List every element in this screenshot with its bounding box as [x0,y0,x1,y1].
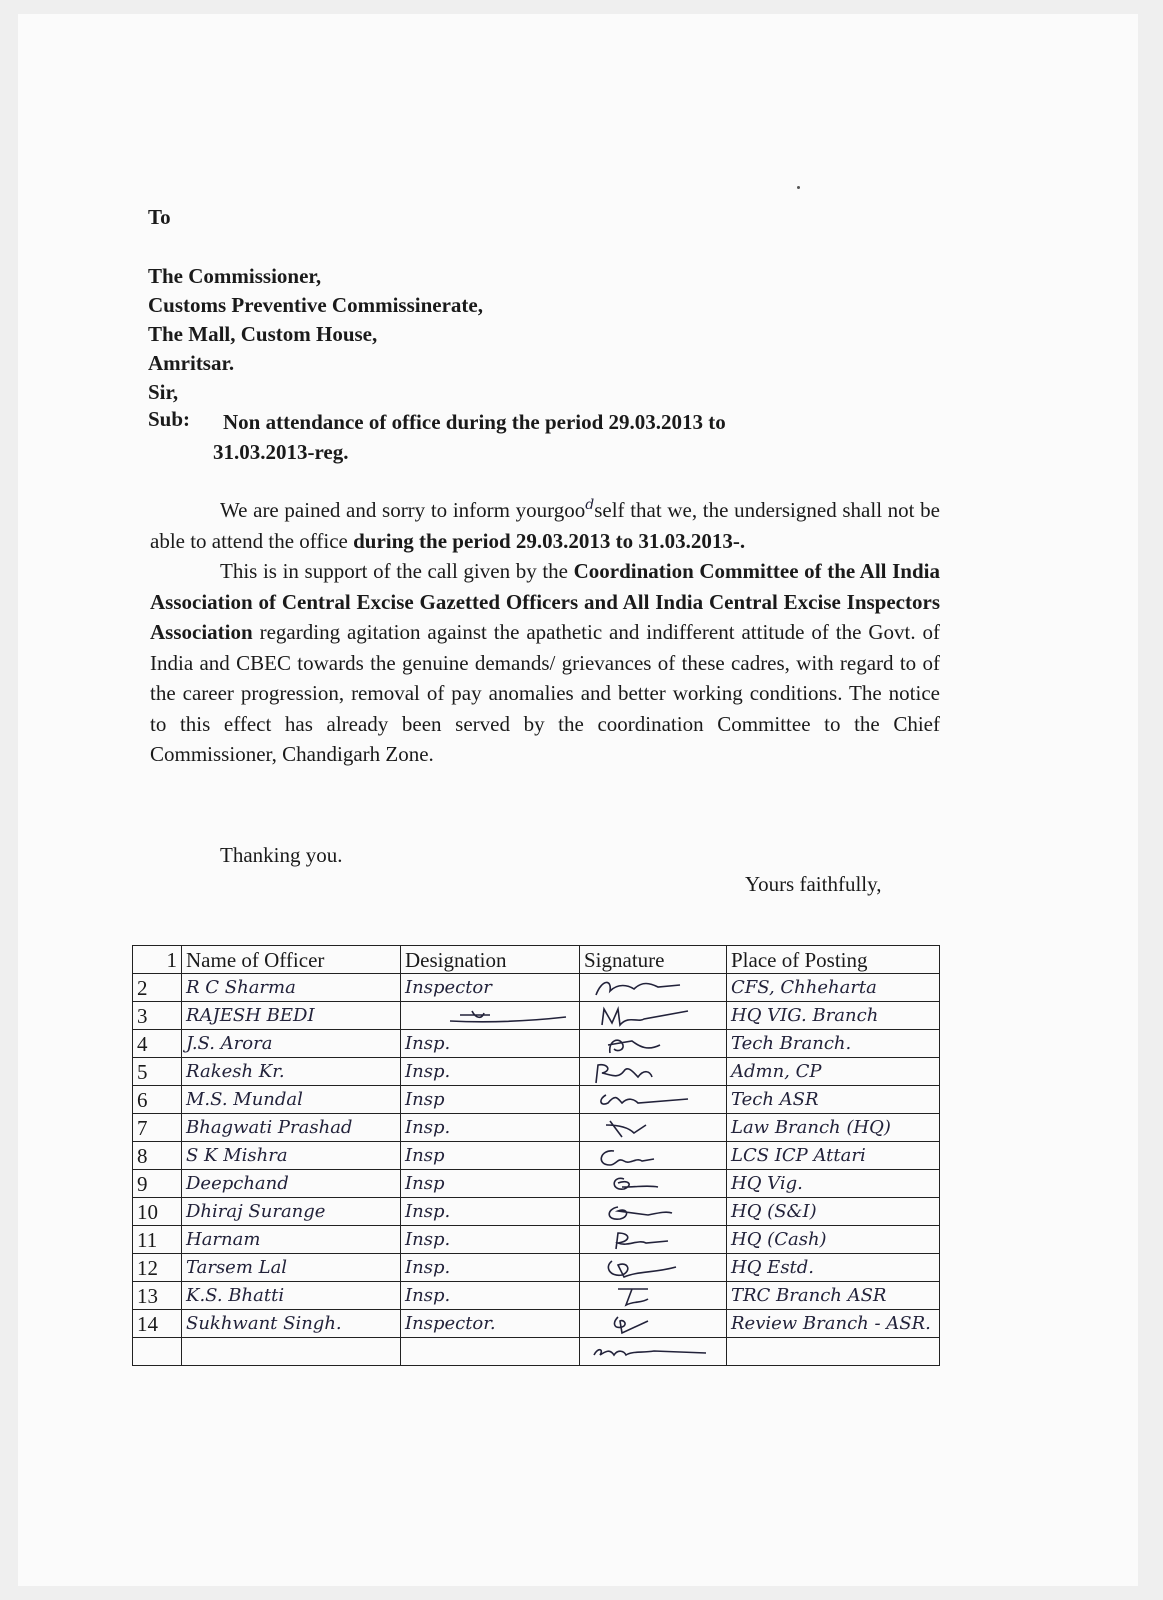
row-num: 10 [133,1198,182,1226]
signature-cell [580,1086,727,1114]
table-row [133,1058,940,1086]
table-header-row [133,946,940,974]
designation-scribble [405,1005,575,1029]
signature-scribble [584,1201,722,1225]
place-of-posting [727,1338,940,1366]
address-line: Amritsar. [148,351,235,375]
signatory-table [132,945,940,1366]
header-signature: Signature [580,946,727,974]
signature-cell [580,1142,727,1170]
place-of-posting: LCS ICP Attari [727,1142,940,1170]
place-of-posting: HQ VIG. Branch [727,1002,940,1030]
para2-text: This is in support of the call given by the [220,559,574,583]
officer-name: K.S. Bhatti [182,1282,401,1310]
table-row [133,1254,940,1282]
signature-cell [580,1002,727,1030]
place-of-posting: HQ Estd. [727,1254,940,1282]
place-of-posting: TRC Branch ASR [727,1282,940,1310]
signature-cell [580,1030,727,1058]
place-of-posting: Tech Branch. [727,1030,940,1058]
header-designation: Designation [401,946,580,974]
signature-scribble [584,1005,722,1029]
para2-bold: Coordination Committee of the All India Association of Central Excise Gazetted Officers and All India Central Excise Inspectors Association [150,559,940,644]
row-num: 7 [133,1114,182,1142]
signature-cell [580,1310,727,1338]
to-line: To [148,205,171,229]
signature-scribble [584,1061,722,1085]
subject-line-2: 31.03.2013-reg. [213,440,349,464]
signature-cell [580,1114,727,1142]
table-row [133,1198,940,1226]
officer-designation: Insp. [401,1114,580,1142]
signature-cell [580,974,727,1002]
table-row [133,1114,940,1142]
officer-name: Rakesh Kr. [182,1058,401,1086]
subject-line-1: Non attendance of office during the period 29.03.2013 to [223,410,726,434]
officer-designation: Insp [401,1086,580,1114]
officer-name [182,1338,401,1366]
officer-name: Sukhwant Singh. [182,1310,401,1338]
row-num: 2 [133,974,182,1002]
signature-scribble [584,1089,722,1113]
officer-designation: Insp [401,1142,580,1170]
row-num: 6 [133,1086,182,1114]
signature-scribble [584,1033,722,1057]
signature-cell [580,1226,727,1254]
officer-designation [401,1338,580,1366]
para2-rest: regarding agitation against the apathetic and indifferent attitude of the Govt. of India and CBEC towards the genuine demands/ grievances of these cadres, with regard to of the career progression, removal of pay anomalies and better working conditions. The notice to this effect has already been served by the coordination Committee to the Chief Commissioner, Chandigarh Zone. [150,620,940,766]
place-of-posting: Review Branch - ASR. [727,1310,940,1338]
paragraph-1 [150,490,940,556]
row-num: 3 [133,1002,182,1030]
place-of-posting: CFS, Chheharta [727,974,940,1002]
officer-designation: Inspector [401,974,580,1002]
row-num: 12 [133,1254,182,1282]
row-num [133,1338,182,1366]
table-row [133,1086,940,1114]
place-of-posting: Law Branch (HQ) [727,1114,940,1142]
signature-scribble [584,1313,722,1337]
officer-designation: Insp. [401,1226,580,1254]
officer-designation: Insp. [401,1254,580,1282]
paragraph-2 [150,556,940,770]
officer-name: Bhagwati Prashad [182,1114,401,1142]
signature-scribble [584,1173,722,1197]
signature-cell [580,1198,727,1226]
header-num: 1 [133,946,182,974]
table-row [133,1142,940,1170]
signature-scribble [584,1257,722,1281]
officer-name: Dhiraj Surange [182,1198,401,1226]
officer-name: RAJESH BEDI [182,1002,401,1030]
officer-name: S K Mishra [182,1142,401,1170]
officer-designation: Insp. [401,1198,580,1226]
row-num: 8 [133,1142,182,1170]
officer-designation: Insp. [401,1030,580,1058]
signature-scribble [584,1229,722,1253]
signature-scribble [584,1341,722,1365]
table-row [133,974,940,1002]
officer-designation: Insp. [401,1058,580,1086]
officer-name: J.S. Arora [182,1030,401,1058]
thanks-line: Thanking you. [220,843,343,867]
signature-cell [580,1170,727,1198]
row-num: 14 [133,1310,182,1338]
para1-bold: during the period 29.03.2013 to 31.03.2013-. [353,528,746,553]
signature-scribble [584,1285,722,1309]
subject-text [213,407,863,467]
signature-cell [580,1058,727,1086]
signature-cell [580,1254,727,1282]
officer-designation: Insp [401,1170,580,1198]
closing-line: Yours faithfully, [745,872,882,896]
letter-body [150,490,940,770]
address-line: The Mall, Custom House, [148,322,378,346]
officer-designation [401,1002,580,1030]
signature-scribble [584,1117,722,1141]
place-of-posting: Tech ASR [727,1086,940,1114]
place-of-posting: HQ (S&I) [727,1198,940,1226]
speck [797,186,800,189]
address-block [148,262,483,407]
address-line: The Commissioner, [148,264,322,288]
header-posting: Place of Posting [727,946,940,974]
row-num: 11 [133,1226,182,1254]
signature-cell [580,1338,727,1366]
table-row [133,1170,940,1198]
table-row [133,1282,940,1310]
signature-scribble [584,1145,722,1169]
row-num: 5 [133,1058,182,1086]
row-num: 4 [133,1030,182,1058]
table-row [133,1310,940,1338]
para1-text: We are pained and sorry to inform yourgoo [220,498,586,522]
officer-name: M.S. Mundal [182,1086,401,1114]
table-row [133,1226,940,1254]
officer-name: Deepchand [182,1170,401,1198]
place-of-posting: Admn, CP [727,1058,940,1086]
salutation: Sir, [148,380,179,404]
officer-name: R C Sharma [182,974,401,1002]
row-num: 9 [133,1170,182,1198]
para1-rest: self that we, the undersigned shall not be able to attend the office [150,498,940,553]
subject-label: Sub: [148,407,191,431]
table-row [133,1338,940,1366]
place-of-posting: HQ (Cash) [727,1226,940,1254]
officer-name: Harnam [182,1226,401,1254]
place-of-posting: HQ Vig. [727,1170,940,1198]
officer-designation: Insp. [401,1282,580,1310]
table-row [133,1030,940,1058]
address-line: Customs Preventive Commissinerate, [148,293,483,317]
table-row [133,1002,940,1030]
header-name: Name of Officer [182,946,401,974]
handwritten-correction: d [585,497,595,513]
signature-scribble [584,977,722,1001]
signature-cell [580,1282,727,1310]
officer-name: Tarsem Lal [182,1254,401,1282]
officer-designation: Inspector. [401,1310,580,1338]
row-num: 13 [133,1282,182,1310]
